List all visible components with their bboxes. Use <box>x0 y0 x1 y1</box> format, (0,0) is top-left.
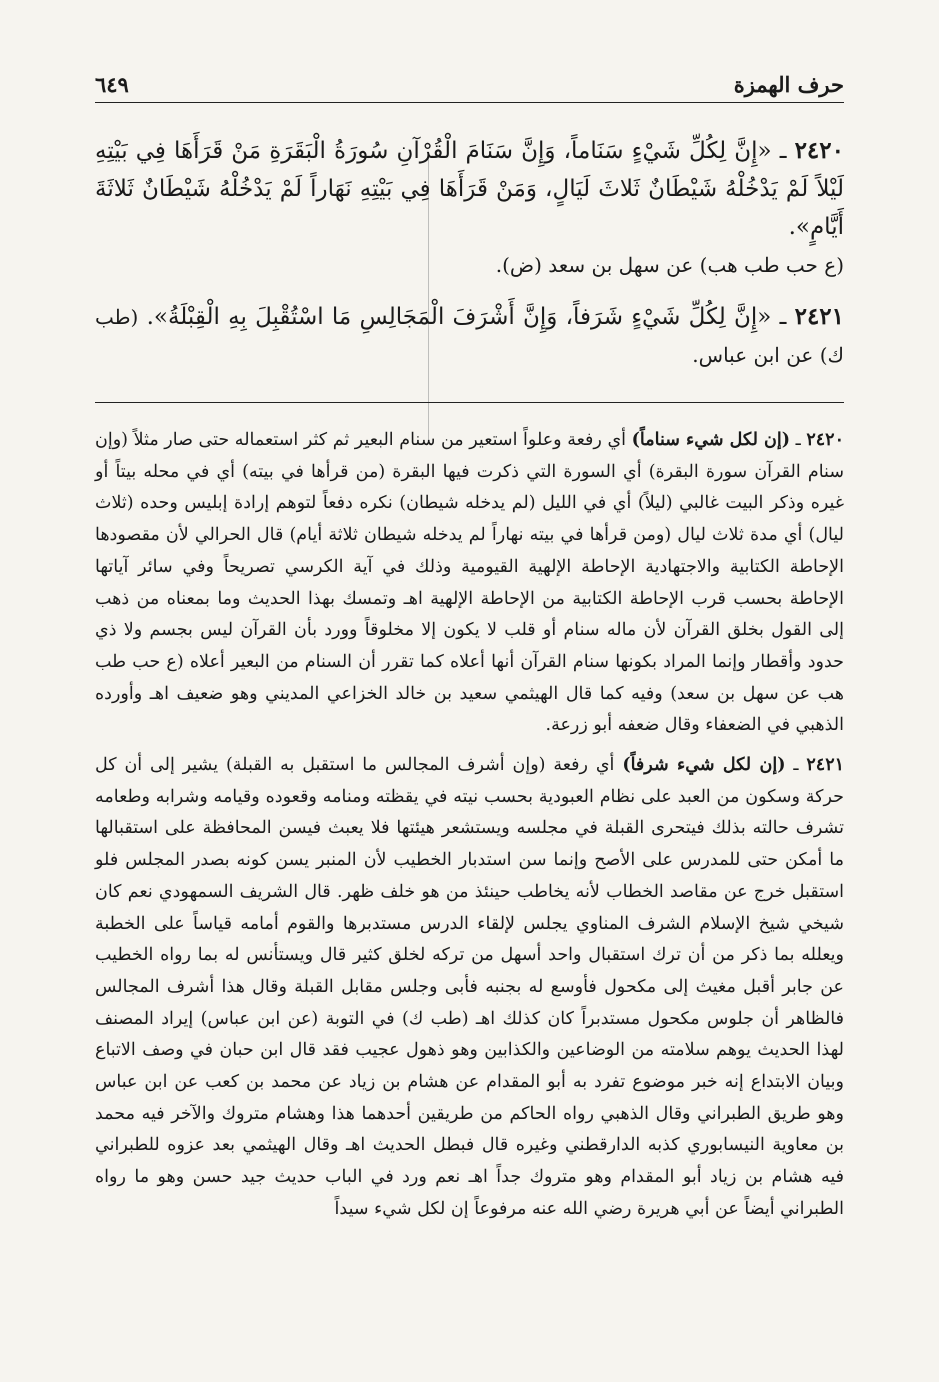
hadith-section <box>95 132 844 388</box>
commentary-section <box>95 425 844 1234</box>
commentary-number: ٢٤٢٠ <box>806 430 844 450</box>
footnote-separator <box>95 402 844 403</box>
commentary-heading: (إن لكل شيء شرفاً) <box>622 755 786 776</box>
hadith-text: «إِنَّ لِكُلِّ شَيْءٍ شَرَفاً، وَإِنَّ أَشْرَفَ الْمَجَالِسِ مَا اسْتُقْبِلَ بِهِ الْقِبْلَةُ». <box>146 304 772 330</box>
page-number: ٦٤٩ <box>95 72 129 97</box>
commentary-heading: (إن لكل شيء سناماً) <box>631 430 791 450</box>
page-header <box>95 68 844 103</box>
commentary-number: ٢٤٢١ <box>806 755 844 776</box>
hadith-entry: ٢٤٢١ ـ «إِنَّ لِكُلِّ شَيْءٍ شَرَفاً، وَإِنَّ أَشْرَفَ الْمَجَالِسِ مَا اسْتُقْبِلَ بِهِ الْقِبْلَةُ». (طب ك) عن ابن عباس. <box>95 303 845 367</box>
commentary-entry: ٢٤٢٠ ـ (إن لكل شيء سناماً) أي رفعة وعلواً استعير من سنام البعير ثم كثر استعماله حتى صار مثلاً (وإن سنام القرآن سورة البقرة) أي السورة التي ذكرت فيها البقرة (من قرأها في بيته) أي في محله بيتاً أو غيره وذكر البيت غالبي (ليلاً) أي في الليل (لم يدخله شيطان) نكره دفعاً لتوهم إرادة إبليس وحده (ثلاث ليال) أي مدة ثلاث ليال (ومن قرأها في بيته نهاراً لم يدخله شيطان ثلاثة أيام) قال الحرالي لأن مقصودها الإحاطة الكتابية والاجتهادية الإحاطة الإلهية القيومية وذلك في آية الكرسي تصريحاً وفي سائر آياتها الإحاطة بحسب قرب الإحاطة الكتابية من الإحاطة الإلهية اهـ وتمسك بهذا الحديث وما بمعناه من ذهب إلى القول بخلق القرآن لأن ماله سنام أو قلب لا يكون إلا مخلوقاً وورد بأن القرآن ليس بجسم ولا ذي حدود وأقطار وإنما المراد بكونها سنام القرآن أنها أعلاه كما تقرر أن السنام من البعير أعلاه (ع حب طب هب عن سهل بن سعد) وفيه كما قال الهيثمي سعيد بن خالد الخزاعي المديني وهو ضعيف اهـ وأورده الذهبي في الضعفاء وقال ضعفه أبو زرعة. <box>95 430 844 736</box>
commentary-text: أي رفعة وعلواً استعير من سنام البعير ثم كثر استعماله حتى صار مثلاً (وإن سنام القرآن سورة البقرة) أي السورة التي ذكرت فيها البقرة (من قرأها في بيته) أي في محله بيتاً أو غيره وذكر البيت غالبي (ليلاً) أي في الليل (لم يدخله شيطان) نكره دفعاً لتوهم إرادة إبليس وحده (ثلاث ليال) أي مدة ثلاث ليال (ومن قرأها في بيته نهاراً لم يدخله شيطان ثلاثة أيام) قال الحرالي لأن مقصودها الإحاطة الكتابية والاجتهادية الإحاطة الإلهية القيومية وذلك في آية الكرسي تصريحاً وفي سائر آياتها الإحاطة بحسب قرب الإحاطة الكتابية من الإحاطة الإلهية اهـ وتمسك بهذا الحديث وما بمعناه من ذهب إلى القول بخلق القرآن لأن ماله سنام أو قلب لا يكون إلا مخلوقاً وورد بأن القرآن ليس بجسم ولا ذي حدود وأقطار وإنما المراد بكونها سنام القرآن أنها أعلاه كما تقرر أن السنام من البعير أعلاه (ع حب طب هب عن سهل بن سعد) وفيه كما قال الهيثمي سعيد بن خالد الخزاعي المديني وهو ضعيف اهـ وأورده الذهبي في الضعفاء وقال ضعفه أبو زرعة. <box>95 430 844 736</box>
hadith-source: (ع حب طب هب) عن سهل بن سعد (ض). <box>495 253 844 277</box>
running-title: حرف الهمزة <box>733 72 844 97</box>
hadith-entry: ٢٤٢٠ ـ «إِنَّ لِكُلِّ شَيْءٍ سَنَاماً، وَإِنَّ سَنَامَ الْقُرْآنِ سُورَةُ الْبَقَرَةِ مَنْ قَرَأَهَا فِي بَيْتِهِ لَيْلاً لَمْ يَدْخُلْهُ شَيْطَانٌ ثَلاثَ لَيَالٍ، وَمَنْ قَرَأَهَا فِي بَيْتِهِ نَهَاراً لَمْ يَدْخُلْهُ شَيْطَانٌ ثَلاثَةَ أَيَّامٍ». (ع حب طب هب) عن سهل بن سعد (ض). <box>95 137 844 277</box>
hadith-source: (طب ك) عن ابن عباس. <box>95 305 844 367</box>
hadith-text: «إِنَّ لِكُلِّ شَيْءٍ سَنَاماً، وَإِنَّ سَنَامَ الْقُرْآنِ سُورَةُ الْبَقَرَةِ مَنْ قَرَأَهَا فِي بَيْتِهِ لَيْلاً لَمْ يَدْخُلْهُ شَيْطَانٌ ثَلاثَ لَيَالٍ، وَمَنْ قَرَأَهَا فِي بَيْتِهِ نَهَاراً لَمْ يَدْخُلْهُ شَيْطَانٌ ثَلاثَةَ أَيَّامٍ». <box>95 138 844 240</box>
commentary-text: أي رفعة (وإن أشرف المجالس ما استقبل به القبلة) يشير إلى أن كل حركة وسكون من العبد على نظام العبودية بحسب نيته في يقظته ومنامه وقعوده وقيامه وشرابه وطعامه تشرف حالته بذلك فيتحرى القبلة في مجلسه ويستشعر هيئتها فلا يعبث فيسن المحافظة على استقبالها ما أمكن حتى للمدرس على الأصح وإنما سن استدبار الخطيب لأن المنبر يسن كونه بصدر المجلس فلو استقبل خرج عن مقاصد الخطاب لأنه يخاطب حينئذ من هو خلف ظهر. قال الشريف السمهودي نعم كان شيخي شيخ الإسلام الشرف المناوي يجلس لإلقاء الدرس مستدبرها والقوم أمامه قياساً على الخطبة ويعلله بما ذكر من أن ترك استقبال واحد أسهل من تركه لخلق كثير قال ويستأنس له بما رواه الخطيب عن جابر أقبل مغيث إلى مكحول فأوسع له بجنبه فأبى وجلس مقابل القبلة وقال هذا أشرف المجالس فالظاهر أن جلوس مكحول مستدبراً كان كذلك اهـ (طب ك) في التوبة (عن ابن عباس) إيراد المصنف لهذا الحديث يوهم سلامته من الوضاعين والكذابين وهو ذهول عجيب فقد قال ابن حبان في وصف الاتباع وبيان الابتداع إنه خبر موضوع تفرد به أبو المقدام عن هشام بن زياد عن محمد بن كعب عن ابن عباس وهو طريق الطبراني وقال الذهبي رواه الحاكم من طريقين أحدهما هذا وهشام متروك والآخر فيه محمد بن معاوية النيسابوري كذبه الدارقطني وغيره قال فبطل الحديث اهـ وقال الهيثمي بعد عزوه للطبراني فيه هشام بن زياد أبو المقدام وهو متروك جداً اهـ نعم ورد في الباب حديث جيد حسن وهو ما رواه الطبراني أيضاً عن أبي هريرة رضي الله عنه مرفوعاً إن لكل شيء سيداً <box>95 755 844 1219</box>
hadith-number: ٢٤٢١ <box>794 303 845 330</box>
hadith-number: ٢٤٢٠ <box>794 137 844 164</box>
commentary-entry: ٢٤٢١ ـ (إن لكل شيء شرفاً) أي رفعة (وإن أشرف المجالس ما استقبل به القبلة) يشير إلى أن كل حركة وسكون من العبد على نظام العبودية بحسب نيته في يقظته ومنامه وقعوده وقيامه وشرابه وطعامه تشرف حالته بذلك فيتحرى القبلة في مجلسه ويستشعر هيئتها فلا يعبث فيسن المحافظة على استقبالها ما أمكن حتى للمدرس على الأصح وإنما سن استدبار الخطيب لأن المنبر يسن كونه بصدر المجلس فلو استقبل خرج عن مقاصد الخطاب لأنه يخاطب حينئذ من هو خلف ظهر. قال الشريف السمهودي نعم كان شيخي شيخ الإسلام الشرف المناوي يجلس لإلقاء الدرس مستدبرها والقوم أمامه قياساً على الخطبة ويعلله بما ذكر من أن ترك استقبال واحد أسهل من تركه لخلق كثير قال ويستأنس له بما رواه الخطيب عن جابر أقبل مغيث إلى مكحول فأوسع له بجنبه فأبى وجلس مقابل القبلة وقال هذا أشرف المجالس فالظاهر أن جلوس مكحول مستدبراً كان كذلك اهـ (طب ك) في التوبة (عن ابن عباس) إيراد المصنف لهذا الحديث يوهم سلامته من الوضاعين والكذابين وهو ذهول عجيب فقد قال ابن حبان في وصف الاتباع وبيان الابتداع إنه خبر موضوع تفرد به أبو المقدام عن هشام بن زياد عن محمد بن كعب عن ابن عباس وهو طريق الطبراني وقال الذهبي رواه الحاكم من طريقين أحدهما هذا وهشام متروك والآخر فيه محمد بن معاوية النيسابوري كذبه الدارقطني وغيره قال فبطل الحديث اهـ وقال الهيثمي بعد عزوه للطبراني فيه هشام بن زياد أبو المقدام وهو متروك جداً اهـ نعم ورد في الباب حديث جيد حسن وهو ما رواه الطبراني أيضاً عن أبي هريرة رضي الله عنه مرفوعاً إن لكل شيء سيداً <box>95 755 844 1219</box>
